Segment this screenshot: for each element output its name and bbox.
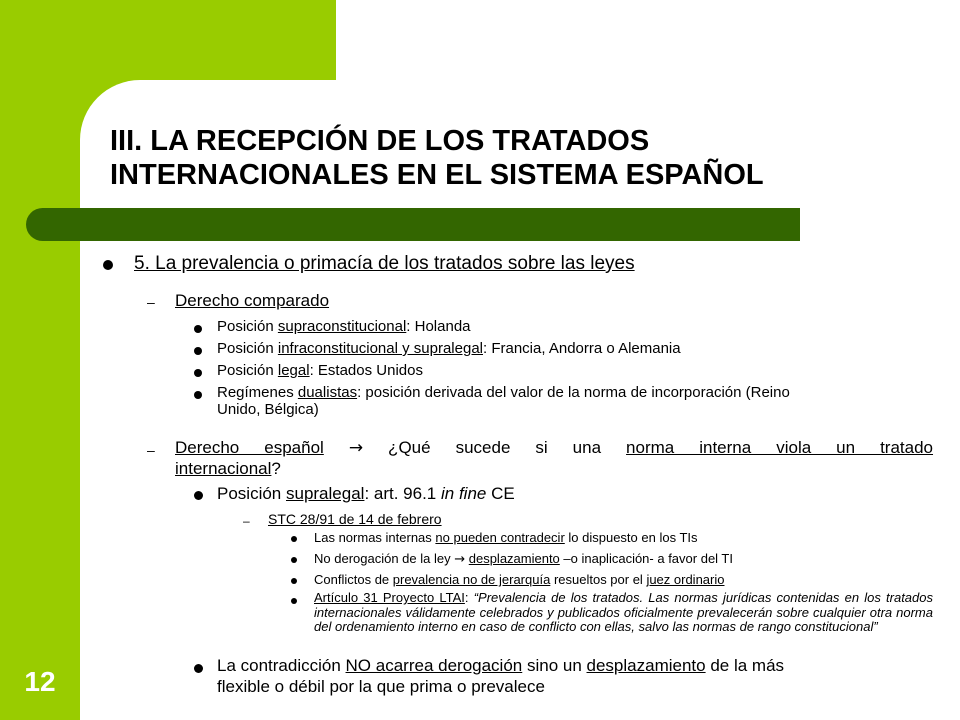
dash-bullet: – bbox=[147, 442, 155, 458]
comparado-item: Posición infraconstitucional y supralegal: Francia, Andorra o Alemania bbox=[217, 340, 681, 357]
stc-item: No derogación de la ley → desplazamiento –o inaplicación- a favor del TI bbox=[314, 551, 733, 567]
section-heading bbox=[134, 253, 635, 275]
espanol-heading-line1: Derecho español → ¿Qué sucede si una norma interna viola un tratado bbox=[175, 438, 934, 458]
comparado-item: Posición supraconstitucional: Holanda bbox=[217, 318, 471, 335]
espanol-heading-line2: internacional? bbox=[175, 459, 281, 478]
stc-item: Conflictos de prevalencia no de jerarquía resueltos por el juez ordinario bbox=[314, 572, 725, 587]
title-line-2: INTERNACIONALES EN EL SISTEMA ESPAÑOL bbox=[110, 159, 764, 191]
dash-bullet: – bbox=[147, 294, 155, 310]
bullet-dot bbox=[194, 491, 203, 500]
stc-heading: STC 28/91 de 14 de febrero bbox=[268, 511, 442, 527]
bullet-dot bbox=[291, 578, 297, 584]
stc-item-ltai: Artículo 31 Proyecto LTAI: “Prevalencia de los tratados. Las normas jurídicas contenidas en los tratados internacionales válidamente celebrados y publicados oficialmente prevalecerán sobre cualquier otra norma del ordenamiento interno en caso de conflicto con ellas, salvo las normas de rango constitucional” bbox=[314, 590, 933, 634]
stc-item: Las normas internas no pueden contradecir lo dispuesto en los TIs bbox=[314, 530, 698, 545]
supralegal-item: Posición supralegal: art. 96.1 in fine CE bbox=[217, 484, 515, 503]
bullet-dot bbox=[194, 391, 202, 399]
title-line-1: III. LA RECEPCIÓN DE LOS TRATADOS bbox=[110, 125, 650, 157]
final-item-line2: flexible o débil por la que prima o prevalece bbox=[217, 677, 545, 696]
arrow-icon: → bbox=[454, 552, 466, 567]
comparado-heading: Derecho comparado bbox=[175, 291, 330, 310]
bullet-dot bbox=[291, 536, 297, 542]
comparado-item: Posición legal: Estados Unidos bbox=[217, 362, 423, 379]
bullet-dot bbox=[103, 260, 113, 270]
section-heading-text: 5. La prevalencia o primacía de los tratados sobre las leyes bbox=[134, 253, 635, 274]
dash-bullet: – bbox=[243, 514, 250, 528]
page-number: 12 bbox=[24, 666, 56, 697]
bullet-dot bbox=[194, 369, 202, 377]
comparado-item-line2: Unido, Bélgica) bbox=[217, 401, 319, 418]
final-item: La contradicción NO acarrea derogación sino un desplazamiento de la más bbox=[217, 656, 785, 675]
bullet-dot bbox=[291, 557, 297, 563]
bullet-dot bbox=[194, 325, 202, 333]
bullet-dot bbox=[194, 347, 202, 355]
bullet-dot bbox=[194, 664, 203, 673]
comparado-item: Regímenes dualistas: posición derivada del valor de la norma de incorporación (Reino bbox=[217, 384, 790, 401]
bullet-dot bbox=[291, 598, 297, 604]
arrow-icon: → bbox=[348, 438, 364, 458]
